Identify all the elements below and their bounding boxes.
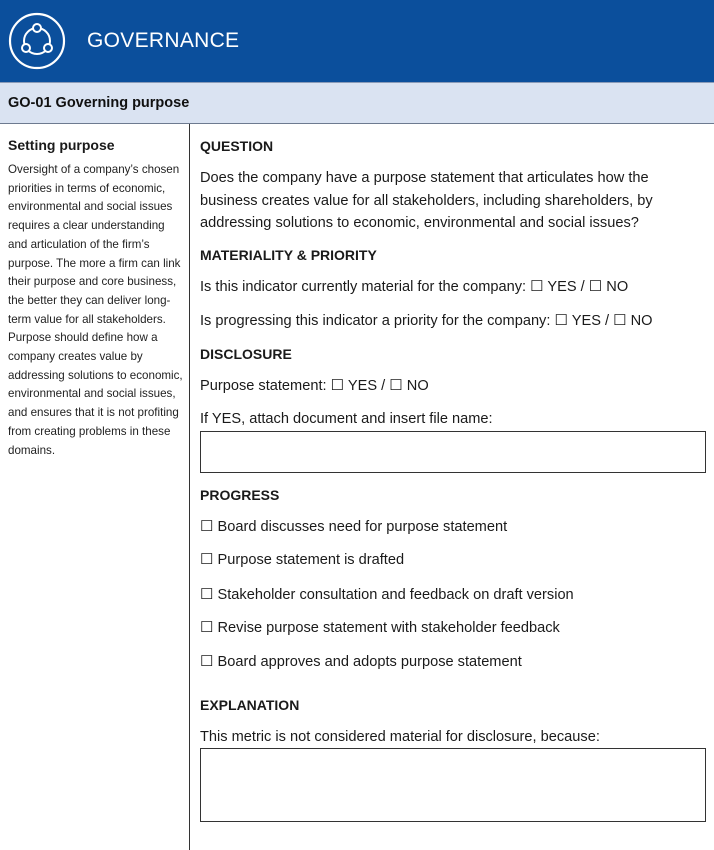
materiality-question-2	[200, 310, 653, 333]
progress-item-label: Board approves and adopts purpose statement	[217, 654, 522, 670]
purpose-yes-checkbox[interactable]: ☐	[330, 377, 345, 394]
explanation-heading: EXPLANATION	[200, 697, 300, 713]
q1-no-label: NO	[606, 279, 629, 295]
progress-item-label: Stakeholder consultation and feedback on draft version	[217, 587, 574, 603]
indicator-title: GO-01 Governing purpose	[8, 95, 190, 111]
q1-no-checkbox[interactable]: ☐	[588, 278, 603, 295]
progress-item-label: Purpose statement is drafted	[217, 552, 405, 568]
progress-item	[200, 516, 507, 539]
q2-no-label: NO	[630, 313, 653, 329]
purpose-yes-label: YES	[347, 378, 378, 394]
sidebar	[8, 137, 186, 460]
sidebar-text: Oversight of a company’s chosen priorities in terms of economic, environmental and social issues requires a clear understanding and articulation of the firm’s purpose. The more a firm can link their purpose and core business, the better they can deliver long-term value for all stakeholders. Purpose should define how a company creates value by addressing solutions to economic, environmental and social issues, and ensures that it is not profiting from creating problems in these domains.	[8, 163, 183, 457]
sidebar-title: Setting purpose	[8, 137, 115, 153]
purpose-statement-label: Purpose statement:	[200, 378, 327, 394]
progress-item	[200, 549, 404, 572]
file-name-input[interactable]	[200, 431, 706, 473]
explanation-input[interactable]	[200, 748, 706, 822]
materiality-heading: MATERIALITY & PRIORITY	[200, 247, 377, 263]
progress-heading: PROGRESS	[200, 487, 280, 503]
progress-checkbox[interactable]: ☐	[200, 653, 214, 670]
attach-document-label: If YES, attach document and insert file name:	[200, 411, 493, 427]
materiality-q2-label: Is progressing this indicator a priority for the company:	[200, 313, 551, 329]
purpose-no-label: NO	[406, 378, 429, 394]
progress-item-label: Revise purpose statement with stakeholder feedback	[217, 620, 560, 636]
explanation-label: This metric is not considered material for disclosure, because:	[200, 729, 600, 745]
q1-yes-label: YES	[547, 279, 577, 295]
indicator-title-bar	[0, 82, 714, 124]
progress-checkbox[interactable]: ☐	[200, 551, 214, 568]
progress-item	[200, 584, 574, 607]
progress-checkbox[interactable]: ☐	[200, 586, 214, 603]
purpose-no-checkbox[interactable]: ☐	[389, 377, 403, 394]
progress-item	[200, 617, 560, 640]
purpose-statement-row	[200, 375, 429, 398]
q1-yes-checkbox[interactable]: ☐	[530, 278, 544, 295]
question-heading: QUESTION	[200, 138, 274, 154]
progress-checkbox[interactable]: ☐	[200, 619, 214, 636]
materiality-q1-label: Is this indicator currently material for the company:	[200, 279, 527, 295]
disclosure-heading: DISCLOSURE	[200, 346, 292, 362]
q2-yes-label: YES	[571, 313, 601, 329]
progress-item-label: Board discusses need for purpose statement	[217, 519, 508, 535]
q2-separator: /	[605, 313, 610, 329]
q2-no-checkbox[interactable]: ☐	[613, 312, 627, 329]
header-title: GOVERNANCE	[87, 29, 240, 52]
q1-separator: /	[580, 279, 585, 295]
progress-checkbox[interactable]: ☐	[200, 518, 214, 535]
column-divider	[189, 124, 190, 850]
governance-header	[0, 0, 714, 82]
question-text: Does the company have a purpose statement that articulates how the business creates value for all stakeholders, including shareholders, by addressing solutions to economic, environmental and social issues?	[200, 170, 653, 231]
q2-yes-checkbox[interactable]: ☐	[554, 312, 568, 329]
purpose-separator: /	[381, 378, 386, 394]
materiality-question-1	[200, 276, 628, 299]
circle-nodes-icon	[7, 11, 67, 71]
progress-item	[200, 651, 522, 674]
